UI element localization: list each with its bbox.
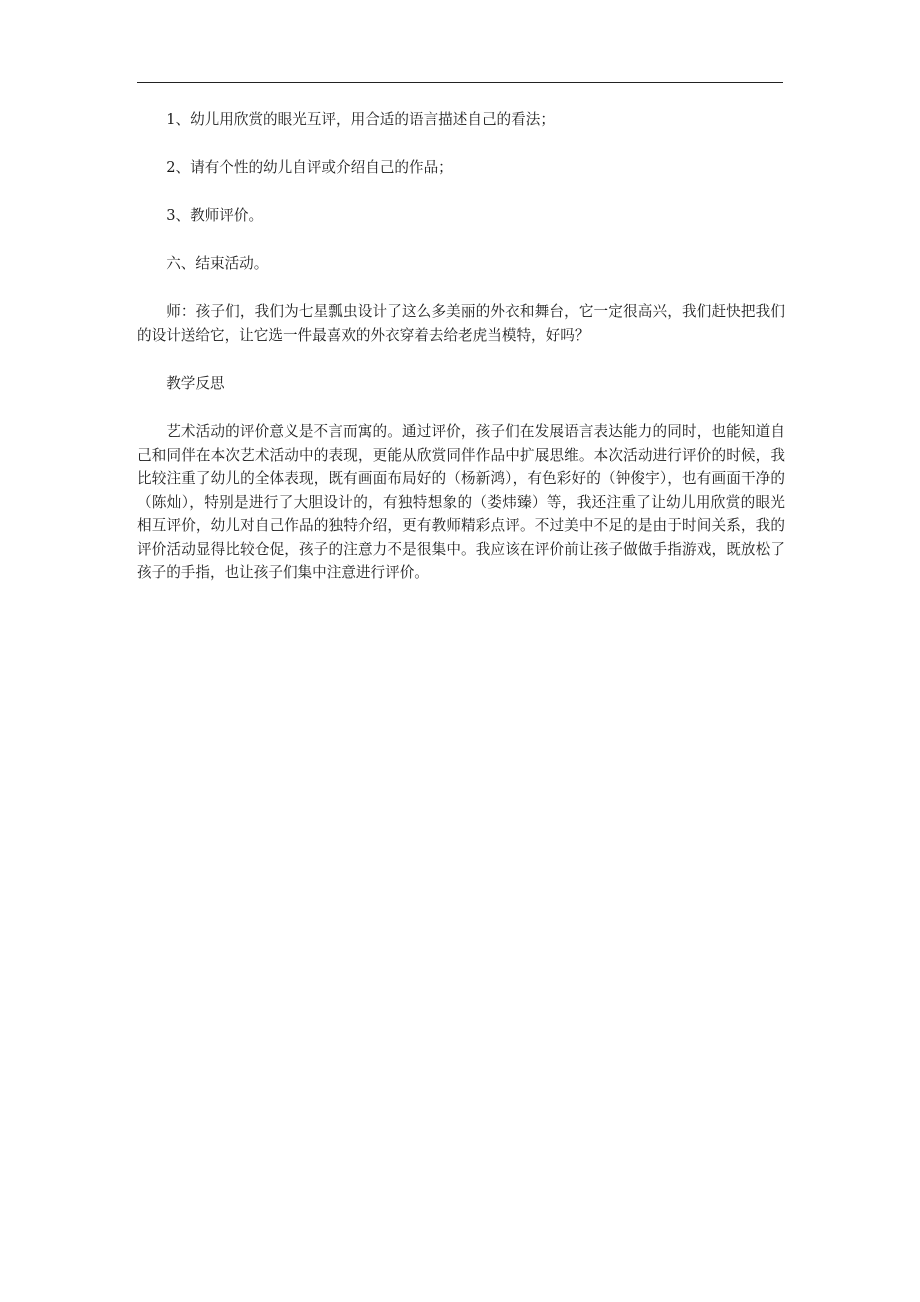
section-heading-closing-activity: 六、结束活动。 bbox=[166, 255, 269, 272]
list-item-peer-review: 1、幼儿用欣赏的眼光互评，用合适的语言描述自己的看法； bbox=[166, 111, 555, 128]
section-heading-teaching-reflection: 教学反思 bbox=[166, 375, 225, 392]
reflection-paragraph: 艺术活动的评价意义是不言而寓的。通过评价，孩子们在发展语言表达能力的同时，也能知道自己和同伴在本次艺术活动中的表现，更能从欣赏同伴作品中扩展思维。本次活动进行评价的时候，我比较注重了幼儿的全体表现，既有画面布局好的（杨新鸿），有色彩好的（钟俊宇），也有画面干净的（陈灿），特别是进行了大胆设计的，有独特想象的（娄炜臻）等，我还注重了让幼儿用欣赏的眼光相互评价，幼儿对自己作品的独特介绍，更有教师精彩点评。不过美中不足的是由于时间关系，我的评价活动显得比较仓促，孩子的注意力不是很集中。我应该在评价前让孩子做做手指游戏，既放松了孩子的手指，也让孩子们集中注意进行评价。 bbox=[137, 423, 785, 581]
header-rule bbox=[137, 82, 783, 83]
document-body bbox=[137, 108, 785, 585]
list-item-teacher-review: 3、教师评价。 bbox=[166, 207, 264, 224]
list-item-self-review: 2、请有个性的幼儿自评或介绍自己的作品； bbox=[166, 159, 453, 176]
teacher-dialogue-paragraph: 师：孩子们，我们为七星瓢虫设计了这么多美丽的外衣和舞台，它一定很高兴，我们赶快把我们的设计送给它，让它选一件最喜欢的外衣穿着去给老虎当模特，好吗？ bbox=[137, 303, 785, 344]
